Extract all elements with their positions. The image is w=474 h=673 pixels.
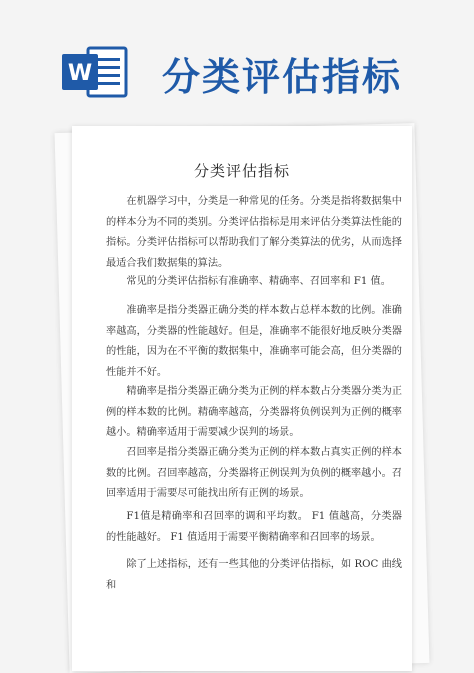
header-banner: [0, 0, 474, 120]
paragraph-other-metrics: 除了上述指标，还有一些其他的分类评估指标，如 ROC 曲线和: [106, 559, 402, 591]
document-title: 分类评估指标: [193, 162, 290, 180]
document-page: [72, 126, 412, 671]
paragraph-recall: 召回率是指分类器正确分类为正例的样本数占真实正例的样本数的比例。召回率越高，分类器将正例误判为负例的概率越小。召回率适用于需要尽可能找出所有正例的场景。: [106, 447, 402, 499]
paragraph-f1: F1值是精确率和召回率的调和平均数。 F1 值越高，分类器的性能越好。 F1 值适用于需要平衡精确率和召回率的场景。: [106, 511, 402, 543]
banner-title: 分类评估指标: [162, 55, 403, 99]
logo-letter: W: [67, 61, 93, 86]
paragraph-precision: 精确率是指分类器正确分类为正例的样本数占分类器分类为正例的样本数的比例。精确率越高，分类器将负例误判为正例的概率越小。精确率适用于需要减少误判的场景。: [106, 386, 402, 438]
paragraph-common-metrics: 常见的分类评估指标有准确率、精确率、召回率和 F1 值。: [126, 276, 391, 287]
word-document-icon: [60, 42, 130, 102]
paragraph-accuracy: 准确率是指分类器正确分类的样本数占总样本数的比例。准确率越高，分类器的性能越好。但是，准确率不能很好地反映分类器的性能，因为在不平衡的数据集中，准确率可能会高，但分类器的性能并不好。: [106, 305, 402, 378]
paragraph-intro: 在机器学习中，分类是一种常见的任务。分类是指将数据集中的样本分为不同的类别。分类评估指标是用来评估分类算法性能的指标。分类评估指标可以帮助我们了解分类算法的优劣，从而选择最适合我们数据集的算法。: [106, 196, 402, 269]
